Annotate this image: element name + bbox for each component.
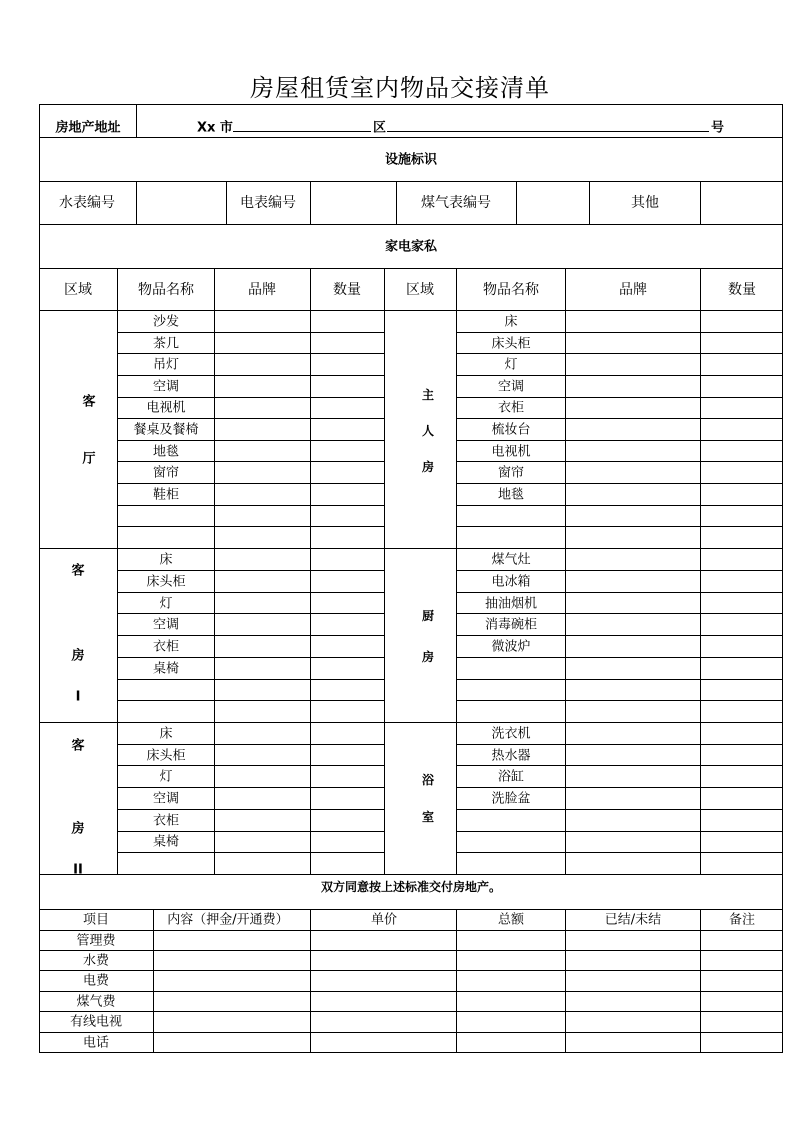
list-item: 衣柜	[152, 639, 180, 655]
list-item: 窗帘	[497, 465, 525, 481]
list-item: 地毯	[152, 444, 180, 460]
list-item: 桌椅	[152, 834, 180, 850]
area-guest2-1: 客	[71, 738, 85, 754]
list-item: 衣柜	[152, 813, 180, 829]
area-bath-1: 浴	[421, 773, 435, 787]
list-item: 茶几	[152, 336, 180, 352]
list-item: 鞋柜	[152, 487, 180, 503]
list-item: 空调	[152, 379, 180, 395]
electric-meter-label: 电表编号	[240, 195, 296, 211]
address-city: Xx 市	[197, 120, 233, 136]
list-item: 浴缸	[497, 769, 525, 785]
list-item: 电视机	[491, 444, 531, 460]
list-item: 电冰箱	[491, 574, 531, 590]
page-title: 房屋租赁室内物品交接清单	[250, 74, 550, 102]
list-item: 洗脸盆	[491, 791, 531, 807]
col-qty-right: 数量	[728, 282, 756, 298]
list-item: 消毒碗柜	[484, 617, 538, 633]
table-row: 煤气费	[76, 994, 116, 1010]
list-item: 吊灯	[152, 357, 180, 373]
water-meter-label: 水表编号	[59, 195, 115, 211]
facility-section-title: 设施标识	[384, 152, 438, 168]
area-guest1-1: 客	[71, 563, 85, 579]
col-item-right: 物品名称	[483, 282, 539, 298]
col-area-right: 区域	[406, 282, 434, 298]
area-kitchen-2: 房	[421, 650, 435, 664]
fee-col-unit-price: 单价	[370, 912, 398, 928]
list-item: 洗衣机	[491, 726, 531, 742]
area-living-2: 厅	[82, 451, 96, 467]
area-guest1-2: 房	[71, 648, 85, 664]
list-item: 床头柜	[146, 748, 186, 764]
area-guest2-3: II	[73, 862, 83, 878]
list-item: 灯	[159, 596, 173, 612]
area-bath-2: 室	[421, 810, 435, 824]
area-master-2: 人	[421, 424, 435, 438]
list-item: 床头柜	[146, 574, 186, 590]
fee-col-content: 内容（押金/开通费）	[167, 912, 289, 928]
table-row: 电话	[82, 1035, 110, 1051]
list-item: 灯	[159, 769, 173, 785]
list-item: 空调	[152, 617, 180, 633]
list-item: 空调	[497, 379, 525, 395]
list-item: 床	[504, 314, 518, 330]
handover-form	[39, 104, 783, 1053]
list-item: 微波炉	[491, 639, 531, 655]
other-meter-label: 其他	[631, 195, 659, 211]
list-item: 煤气灶	[491, 552, 531, 568]
fee-col-remark: 备注	[728, 912, 756, 928]
table-row: 有线电视	[69, 1014, 123, 1030]
list-item: 热水器	[491, 748, 531, 764]
list-item: 餐桌及餐椅	[133, 422, 199, 438]
area-master-3: 房	[421, 460, 435, 474]
col-qty-left: 数量	[333, 282, 361, 298]
area-guest2-2: 房	[71, 821, 85, 837]
col-brand-left: 品牌	[248, 282, 276, 298]
list-item: 床	[159, 552, 173, 568]
list-item: 灯	[504, 357, 518, 373]
list-item: 电视机	[146, 400, 186, 416]
area-master-1: 主	[421, 388, 435, 402]
agreement-text: 双方同意按上述标准交付房地产。	[320, 880, 502, 894]
fee-col-item: 项目	[82, 912, 110, 928]
fee-col-settled: 已结/未结	[604, 912, 662, 928]
appliance-section-title: 家电家私	[384, 239, 438, 255]
col-item-left: 物品名称	[138, 282, 194, 298]
list-item: 衣柜	[497, 400, 525, 416]
area-guest1-3: I	[75, 689, 81, 705]
gas-meter-label: 煤气表编号	[421, 195, 491, 211]
address-district: 区	[373, 120, 387, 136]
table-row: 管理费	[76, 933, 116, 949]
list-item: 床	[159, 726, 173, 742]
list-item: 桌椅	[152, 661, 180, 677]
col-brand-right: 品牌	[619, 282, 647, 298]
fee-col-total: 总额	[497, 912, 525, 928]
area-living-1: 客	[82, 394, 96, 410]
list-item: 梳妆台	[491, 422, 531, 438]
list-item: 床头柜	[491, 336, 531, 352]
address-number: 号	[711, 120, 725, 136]
col-area-left: 区域	[64, 282, 92, 298]
list-item: 空调	[152, 791, 180, 807]
table-row: 水费	[82, 953, 110, 969]
list-item: 沙发	[152, 314, 180, 330]
area-kitchen-1: 厨	[421, 609, 435, 623]
list-item: 地毯	[497, 487, 525, 503]
list-item: 窗帘	[152, 465, 180, 481]
list-item: 抽油烟机	[484, 596, 538, 612]
table-row: 电费	[82, 973, 110, 989]
address-label: 房地产地址	[55, 120, 121, 136]
